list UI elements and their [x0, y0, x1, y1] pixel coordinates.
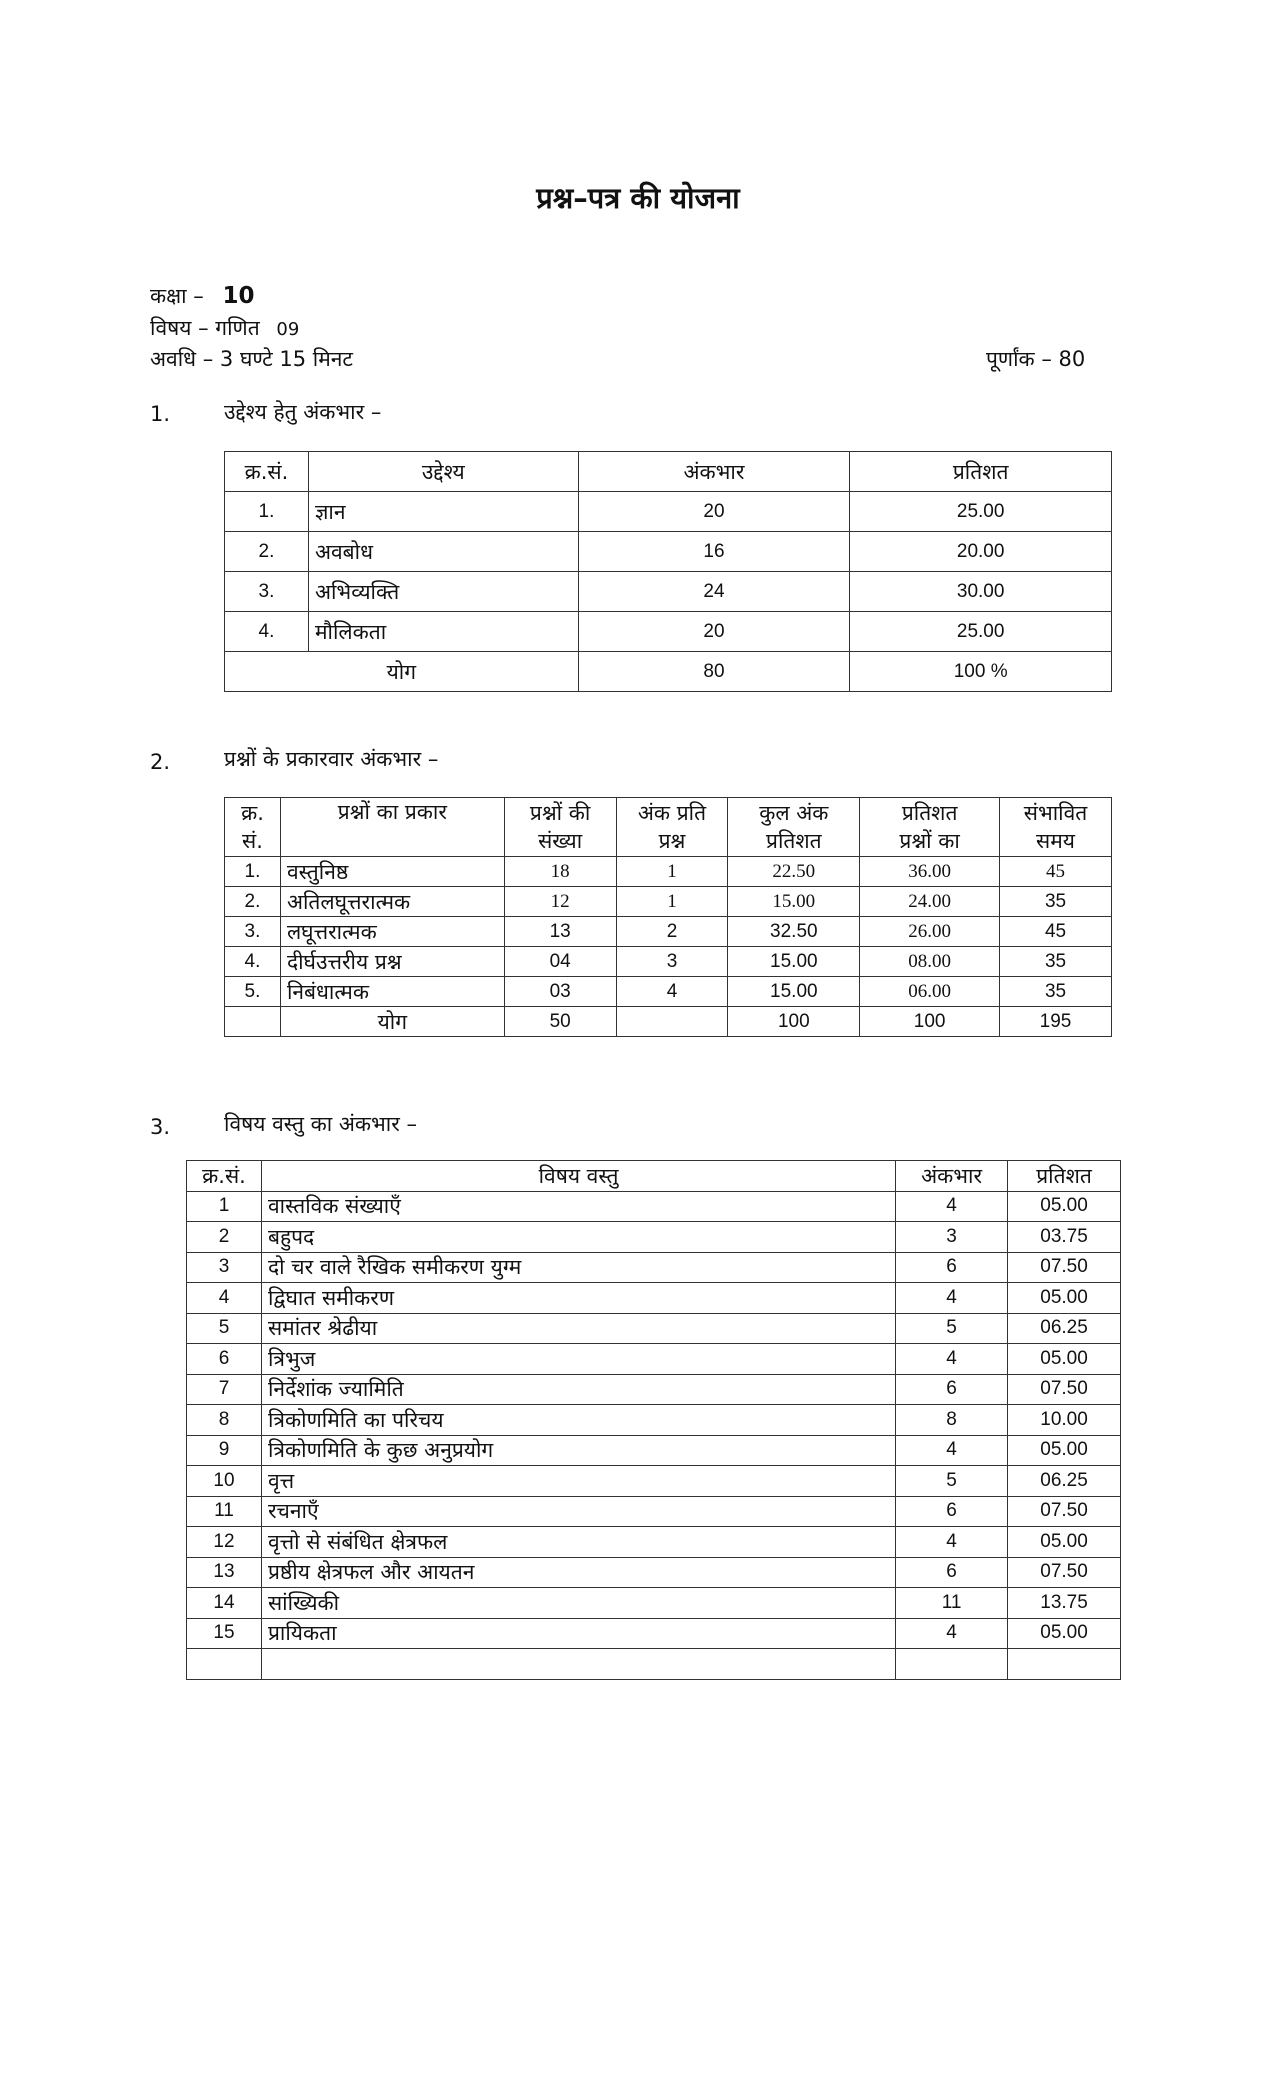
header-topic: विषय वस्तु	[261, 1161, 895, 1192]
table-header-row	[225, 452, 1112, 492]
cell-percent: 05.00	[1008, 1435, 1121, 1466]
cell-sn: 3.	[225, 917, 281, 947]
header-question-pct-line2: प्रश्नों का	[899, 829, 960, 853]
cell-question-pct: 08.00	[860, 947, 1000, 977]
cell-type: अतिलघूत्तरात्मक	[280, 887, 504, 917]
header-total-pct	[728, 798, 860, 857]
table-row	[225, 887, 1112, 917]
cell-marks: 11	[896, 1588, 1008, 1619]
cell-count: 03	[504, 977, 616, 1007]
question-type-table	[224, 797, 1112, 1037]
total-time: 195	[1000, 1007, 1112, 1037]
cell-total-pct: 32.50	[728, 917, 860, 947]
header-sn: क्र.सं.	[225, 452, 309, 492]
cell-sn: 4	[187, 1283, 262, 1314]
cell-empty	[1008, 1649, 1121, 1680]
cell-topic: वृत्तो से संबंधित क्षेत्रफल	[261, 1527, 895, 1558]
cell-per: 3	[616, 947, 728, 977]
header-total-pct-line2: प्रतिशत	[766, 829, 822, 853]
cell-marks: 8	[896, 1405, 1008, 1436]
cell-time: 35	[1000, 977, 1112, 1007]
cell-topic: त्रिकोणमिति के कुछ अनुप्रयोग	[261, 1435, 895, 1466]
cell-sn: 4.	[225, 612, 309, 652]
section3-heading: विषय वस्तु का अंकभार –	[224, 1112, 417, 1136]
header-sn: क्र.सं.	[187, 1161, 262, 1192]
table-total-row	[225, 652, 1112, 692]
cell-per: 1	[616, 887, 728, 917]
cell-sn: 11	[187, 1496, 262, 1527]
cell-sn: 7	[187, 1374, 262, 1405]
cell-sn: 2.	[225, 887, 281, 917]
table-header-row	[225, 798, 1112, 857]
cell-marks: 6	[896, 1557, 1008, 1588]
cell-percent: 05.00	[1008, 1191, 1121, 1222]
cell-total-pct: 15.00	[728, 947, 860, 977]
cell-sn: 3.	[225, 572, 309, 612]
cell-marks: 20	[578, 492, 850, 532]
header-sn	[225, 798, 281, 857]
header-marks-per	[616, 798, 728, 857]
cell-type: वस्तुनिष्ठ	[280, 857, 504, 887]
header-count-line1: प्रश्नों की	[529, 801, 591, 825]
header-percent: प्रतिशत	[1008, 1161, 1121, 1192]
header-time-line1: संभावित	[1023, 801, 1088, 825]
cell-marks: 4	[896, 1527, 1008, 1558]
cell-percent: 06.25	[1008, 1466, 1121, 1497]
cell-objective: अभिव्यक्ति	[308, 572, 578, 612]
cell-time: 35	[1000, 947, 1112, 977]
cell-marks: 6	[896, 1374, 1008, 1405]
cell-sn: 14	[187, 1588, 262, 1619]
section1-number: 1.	[150, 402, 171, 426]
cell-sn: 2.	[225, 532, 309, 572]
page-title: प्रश्न–पत्र की योजना	[536, 181, 740, 215]
cell-objective: ज्ञान	[308, 492, 578, 532]
cell-sn: 13	[187, 1557, 262, 1588]
header-marks-per-line1: अंक प्रति	[637, 801, 707, 825]
table-row	[187, 1588, 1121, 1619]
table-row	[225, 947, 1112, 977]
cell-topic: प्रष्ठीय क्षेत्रफल और आयतन	[261, 1557, 895, 1588]
table-row	[187, 1557, 1121, 1588]
header-marks: अंकभार	[896, 1161, 1008, 1192]
table-total-row	[225, 1007, 1112, 1037]
cell-percent: 07.50	[1008, 1557, 1121, 1588]
cell-percent: 30.00	[850, 572, 1112, 612]
cell-question-pct: 36.00	[860, 857, 1000, 887]
cell-sn: 1	[187, 1191, 262, 1222]
cell-percent: 05.00	[1008, 1283, 1121, 1314]
cell-sn: 3	[187, 1252, 262, 1283]
total-count: 50	[504, 1007, 616, 1037]
table-row	[187, 1283, 1121, 1314]
cell-per: 4	[616, 977, 728, 1007]
table-header-row	[187, 1161, 1121, 1192]
cell-sn: 1.	[225, 857, 281, 887]
table-row	[225, 917, 1112, 947]
cell-marks: 24	[578, 572, 850, 612]
cell-topic: रचनाएँ	[261, 1496, 895, 1527]
cell-time: 45	[1000, 917, 1112, 947]
cell-marks: 6	[896, 1496, 1008, 1527]
cell-count: 12	[504, 887, 616, 917]
cell-empty	[187, 1649, 262, 1680]
cell-topic: वृत्त	[261, 1466, 895, 1497]
total-per	[616, 1007, 728, 1037]
cell-empty	[261, 1649, 895, 1680]
total-total-pct: 100	[728, 1007, 860, 1037]
cell-topic: प्रायिकता	[261, 1618, 895, 1649]
cell-percent: 05.00	[1008, 1344, 1121, 1375]
cell-sn: 4.	[225, 947, 281, 977]
cell-percent: 25.00	[850, 492, 1112, 532]
cell-total-pct: 22.50	[728, 857, 860, 887]
table-row	[187, 1466, 1121, 1497]
table-row	[225, 532, 1112, 572]
header-sn-line2: सं.	[242, 829, 263, 853]
table-row	[187, 1252, 1121, 1283]
table-empty-row	[187, 1649, 1121, 1680]
section3-number: 3.	[150, 1115, 171, 1139]
cell-marks: 4	[896, 1283, 1008, 1314]
cell-time: 45	[1000, 857, 1112, 887]
cell-type: निबंधात्मक	[280, 977, 504, 1007]
cell-topic: वास्तविक संख्याएँ	[261, 1191, 895, 1222]
header-question-type-line1: प्रश्नों का प्रकार	[337, 800, 447, 824]
table-row	[187, 1405, 1121, 1436]
cell-sn: 10	[187, 1466, 262, 1497]
total-marks: 80	[578, 652, 850, 692]
cell-marks: 3	[896, 1222, 1008, 1253]
cell-topic: बहुपद	[261, 1222, 895, 1253]
cell-count: 18	[504, 857, 616, 887]
cell-question-pct: 24.00	[860, 887, 1000, 917]
cell-percent: 13.75	[1008, 1588, 1121, 1619]
table-row	[225, 857, 1112, 887]
table-row	[187, 1313, 1121, 1344]
cell-marks: 4	[896, 1191, 1008, 1222]
cell-percent: 05.00	[1008, 1618, 1121, 1649]
cell-sn: 5.	[225, 977, 281, 1007]
header-time	[1000, 798, 1112, 857]
table-row	[187, 1191, 1121, 1222]
cell-topic: त्रिभुज	[261, 1344, 895, 1375]
cell-marks: 5	[896, 1313, 1008, 1344]
cell-percent: 05.00	[1008, 1527, 1121, 1558]
total-label: योग	[280, 1007, 504, 1037]
header-question-pct-line1: प्रतिशत	[901, 801, 958, 825]
cell-sn: 5	[187, 1313, 262, 1344]
class-value: 10	[222, 283, 255, 309]
header-total-pct-line1: कुल अंक	[759, 801, 829, 825]
cell-topic: सांख्यिकी	[261, 1588, 895, 1619]
section2-number: 2.	[150, 750, 171, 774]
cell-type: लघूत्तरात्मक	[280, 917, 504, 947]
cell-question-pct: 26.00	[860, 917, 1000, 947]
cell-question-pct: 06.00	[860, 977, 1000, 1007]
cell-per: 2	[616, 917, 728, 947]
table-row	[187, 1344, 1121, 1375]
cell-objective: मौलिकता	[308, 612, 578, 652]
cell-marks: 20	[578, 612, 850, 652]
content-table-body	[187, 1191, 1121, 1679]
cell-total-pct: 15.00	[728, 977, 860, 1007]
header-count-line2: संख्या	[538, 829, 583, 853]
cell-topic: दो चर वाले रैखिक समीकरण युग्म	[261, 1252, 895, 1283]
cell-percent: 10.00	[1008, 1405, 1121, 1436]
cell-time: 35	[1000, 887, 1112, 917]
cell-per: 1	[616, 857, 728, 887]
objectives-table	[224, 451, 1112, 692]
cell-percent: 06.25	[1008, 1313, 1121, 1344]
table-row	[225, 612, 1112, 652]
duration: अवधि – 3 घण्टे 15 मिनट	[150, 347, 354, 371]
header-question-pct	[860, 798, 1000, 857]
subject-line	[150, 314, 299, 342]
cell-topic: द्विघात समीकरण	[261, 1283, 895, 1314]
cell-empty	[225, 1007, 281, 1037]
cell-sn: 9	[187, 1435, 262, 1466]
total-percent: 100 %	[850, 652, 1112, 692]
header-marks-per-line2: प्रश्न	[658, 829, 686, 853]
section1-heading: उद्देश्य हेतु अंकभार –	[224, 400, 382, 424]
cell-empty	[896, 1649, 1008, 1680]
cell-count: 13	[504, 917, 616, 947]
class-label: कक्षा –	[150, 284, 204, 308]
subject-label: विषय – गणित	[150, 316, 260, 340]
table-row	[187, 1222, 1121, 1253]
table-row	[225, 492, 1112, 532]
class-line	[150, 282, 255, 310]
cell-percent: 07.50	[1008, 1374, 1121, 1405]
cell-marks: 4	[896, 1435, 1008, 1466]
table-row	[187, 1527, 1121, 1558]
table-row	[187, 1374, 1121, 1405]
cell-marks: 4	[896, 1618, 1008, 1649]
cell-percent: 07.50	[1008, 1252, 1121, 1283]
cell-sn: 6	[187, 1344, 262, 1375]
cell-marks: 5	[896, 1466, 1008, 1497]
header-question-type	[280, 798, 504, 857]
subject-code: 09	[276, 319, 300, 340]
cell-sn: 8	[187, 1405, 262, 1436]
total-question-pct: 100	[860, 1007, 1000, 1037]
table-row	[187, 1435, 1121, 1466]
cell-sn: 1.	[225, 492, 309, 532]
cell-objective: अवबोध	[308, 532, 578, 572]
cell-topic: समांतर श्रेढीया	[261, 1313, 895, 1344]
header-count	[504, 798, 616, 857]
cell-sn: 12	[187, 1527, 262, 1558]
cell-sn: 15	[187, 1618, 262, 1649]
header-sn-line1: क्र.	[241, 801, 264, 825]
cell-marks: 4	[896, 1344, 1008, 1375]
total-label: योग	[225, 652, 579, 692]
table-row	[187, 1618, 1121, 1649]
cell-percent: 03.75	[1008, 1222, 1121, 1253]
full-marks: पूर्णांक – 80	[986, 347, 1086, 371]
cell-type: दीर्घउत्तरीय प्रश्न	[280, 947, 504, 977]
table-row	[225, 977, 1112, 1007]
section2-heading: प्रश्नों के प्रकारवार अंकभार –	[224, 747, 439, 771]
cell-marks: 16	[578, 532, 850, 572]
cell-total-pct: 15.00	[728, 887, 860, 917]
header-marks: अंकभार	[578, 452, 850, 492]
table-row	[187, 1496, 1121, 1527]
cell-percent: 07.50	[1008, 1496, 1121, 1527]
cell-marks: 6	[896, 1252, 1008, 1283]
cell-percent: 25.00	[850, 612, 1112, 652]
cell-topic: निर्देशांक ज्यामिति	[261, 1374, 895, 1405]
cell-topic: त्रिकोणमिति का परिचय	[261, 1405, 895, 1436]
table-row	[225, 572, 1112, 612]
content-table	[186, 1160, 1121, 1680]
cell-count: 04	[504, 947, 616, 977]
header-percent: प्रतिशत	[850, 452, 1112, 492]
cell-sn: 2	[187, 1222, 262, 1253]
header-time-line2: समय	[1036, 829, 1075, 853]
cell-percent: 20.00	[850, 532, 1112, 572]
header-objective: उद्देश्य	[308, 452, 578, 492]
